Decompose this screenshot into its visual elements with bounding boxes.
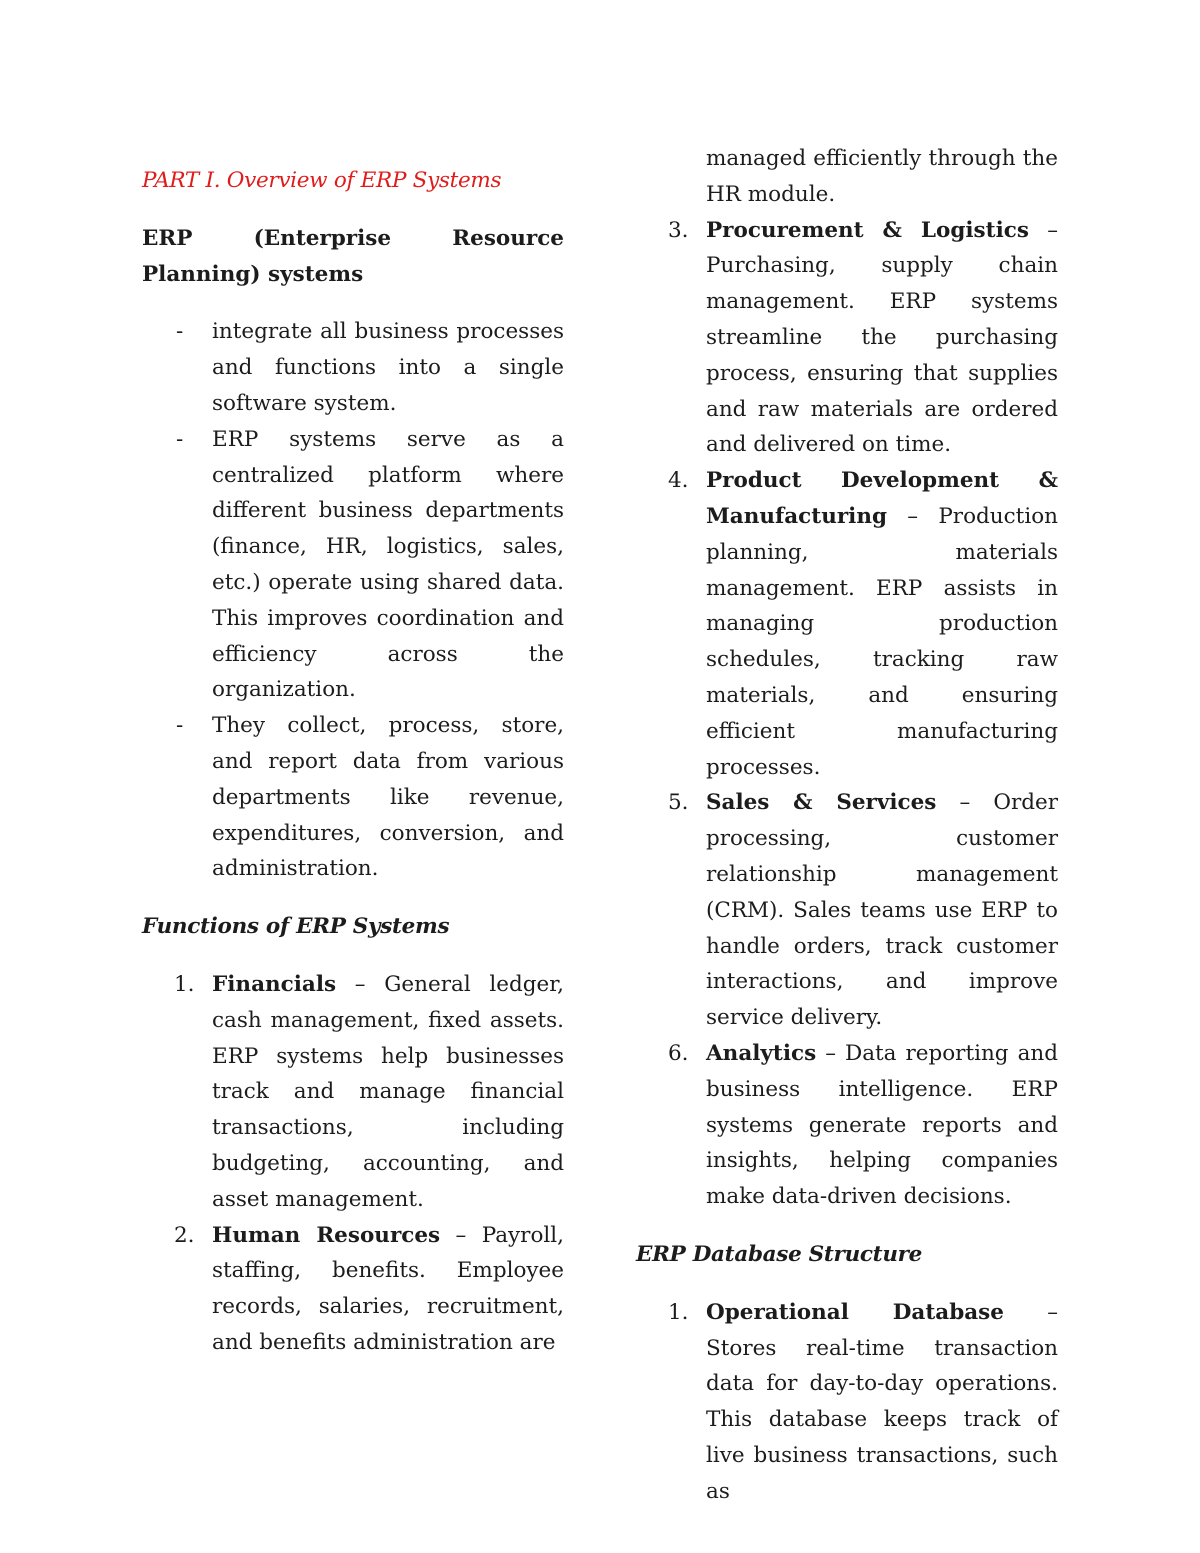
function-description: – Order processing, customer relationship management (CRM). Sales teams use ERP to handle orders, track customer interactions, and improve service delivery. <box>706 790 1059 1031</box>
list-item <box>142 422 564 708</box>
database-structure-list <box>636 1295 1058 1510</box>
function-term: Financials <box>212 971 337 997</box>
dash-marker: - <box>176 426 184 452</box>
function-description: – Data reporting and business intelligence. ERP systems generate reports and insights, helping companies make data-driven decisions. <box>706 1040 1058 1210</box>
left-column <box>142 163 564 1361</box>
list-item <box>636 463 1058 785</box>
list-item <box>142 1218 564 1361</box>
list-number: 1. <box>174 971 195 997</box>
erp-term-heading: ERP (Enterprise Resource Planning) systems <box>142 225 564 287</box>
list-number: 5. <box>668 790 689 816</box>
list-number: 6. <box>668 1040 689 1066</box>
function-term: Procurement & Logistics <box>706 217 1029 243</box>
database-structure-heading: ERP Database Structure <box>636 1241 923 1267</box>
database-description: – Stores real-time transaction data for day-to-day operations. This database keeps track of live business transactions, such as <box>706 1299 1058 1504</box>
function-term: Analytics <box>706 1040 817 1066</box>
list-number: 2. <box>174 1222 195 1248</box>
function-term: Product Development & Manufacturing <box>706 468 1058 529</box>
list-item-text: integrate all business processes and functions into a single software system. <box>212 319 564 416</box>
list-number: 3. <box>668 217 689 243</box>
list-item <box>636 213 1058 464</box>
function-description: – Payroll, staffing, benefits. Employee records, salaries, recruitment, and benefits administration are <box>212 1222 564 1355</box>
list-number: 1. <box>668 1299 689 1325</box>
continued-text: managed efficiently through the HR module. <box>706 146 1058 207</box>
list-item-text: ERP systems serve as a centralized platform where different business departments (finance, HR, logistics, sales, etc.) operate using shared data. This improves coordination and efficiency across the organization. <box>212 426 564 703</box>
function-description: – Purchasing, supply chain management. ERP systems streamline the purchasing process, ensuring that supplies and raw materials are ordered and delivered on time. <box>706 217 1058 458</box>
function-term: Sales & Services <box>706 790 937 816</box>
database-term: Operational Database <box>706 1299 1004 1325</box>
functions-list-continued <box>636 213 1058 1215</box>
functions-heading: Functions of ERP Systems <box>142 914 450 940</box>
function-description: – General ledger, cash management, fixed assets. ERP systems help businesses track and manage financial transactions, including budgeting, accounting, and asset management. <box>212 971 564 1212</box>
list-item <box>636 1036 1058 1215</box>
right-column <box>636 141 1058 1509</box>
functions-list <box>142 967 564 1361</box>
list-item <box>142 708 564 887</box>
list-item <box>636 785 1058 1036</box>
function-term: Human Resources <box>212 1222 441 1248</box>
erp-definition-list <box>142 314 564 887</box>
list-item-text: They collect, process, store, and report data from various departments like revenue, expenditures, conversion, and administration. <box>212 713 564 882</box>
list-item <box>636 1295 1058 1510</box>
dash-marker: - <box>176 713 184 739</box>
function-description: – Production planning, materials management. ERP assists in managing production schedules, tracking raw materials, and ensuring efficient manufacturing processes. <box>706 503 1058 780</box>
dash-marker: - <box>176 319 184 345</box>
list-item <box>142 967 564 1218</box>
part-heading: PART I. Overview of ERP Systems <box>142 168 502 193</box>
list-number: 4. <box>668 468 689 494</box>
list-item <box>142 314 564 421</box>
